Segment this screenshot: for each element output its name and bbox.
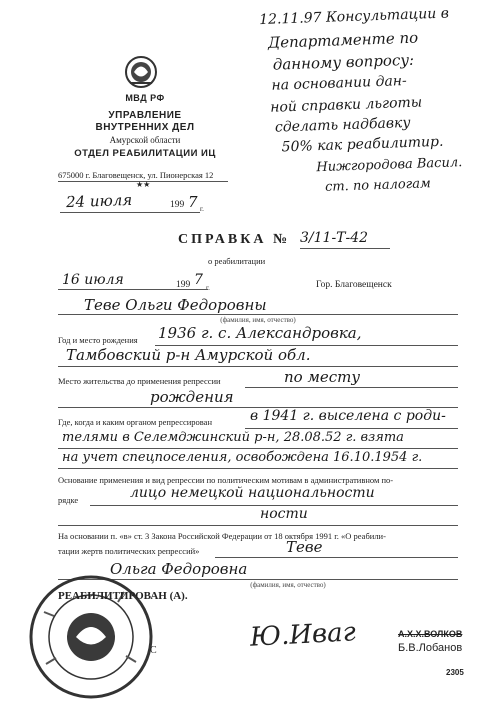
law-text-2: тации жертв политических репрессий» [58, 546, 200, 556]
page-number: 2305 [446, 668, 464, 677]
document-title [178, 232, 290, 248]
annotation-line-4: на основании дан- [271, 72, 408, 94]
city: Гор. Благовещенск [316, 280, 392, 290]
annotation-line-3: данному вопросу: [272, 50, 415, 74]
law-text-1: На основании п. «в» ст. 3 Закона Российской Федерации от 18 октября 1991 г. «О реабили- [58, 531, 386, 541]
stars: ★★ [136, 180, 151, 189]
grounds-value-2: ности [260, 506, 308, 522]
repression-value-3: на учет спецпоселения, освобождена 16.10.1954 г. [62, 450, 423, 465]
grounds-label-2: рядке [58, 495, 79, 505]
birth-value-2: Тамбовский р-н Амурской обл. [66, 346, 311, 364]
repression-value-2: телями в Селемджинский р-н, 28.08.52 г. взята [62, 430, 404, 445]
position-abbrev: С [150, 645, 157, 656]
name-caption-2: (фамилия, имя, отчество) [250, 581, 326, 589]
issue-date: 16 июля [62, 272, 124, 288]
address: 675000 г. Благовещенск, ул. Пионерская 12 [58, 170, 214, 180]
rehab-label: РЕАБИЛИТИРОВАН (А). [58, 590, 188, 602]
emblem-icon [124, 55, 158, 89]
letter-year-prefix: 199 [170, 200, 185, 210]
department: ОТДЕЛ РЕАБИЛИТАЦИИ ИЦ [74, 148, 216, 159]
issue-year-suffix: г. [206, 284, 210, 292]
signature: Ю.Иваг [249, 617, 357, 653]
document-number: 3/11-Т-42 [300, 230, 369, 246]
directorate-line2: ВНУТРЕННИХ ДЕЛ [95, 122, 195, 133]
annotation-line-6: сделать надбавку [274, 114, 411, 136]
law-name-1: Теве [286, 538, 323, 556]
repression-label: Где, когда и каким органом репрессирован [58, 417, 213, 427]
issue-year-prefix: 199 [176, 280, 191, 290]
residence-value-2: рождения [150, 388, 234, 406]
letterhead [60, 55, 230, 185]
residence-value-1: по месту [284, 368, 361, 386]
repression-value-1: в 1941 г. выселена с роди- [250, 408, 446, 424]
region: Амурской области [109, 135, 181, 145]
ministry: МВД РФ [125, 93, 165, 103]
handwritten-annotation [258, 4, 497, 195]
letter-year-suffix: г. [200, 205, 204, 213]
letter-date: 24 июля [65, 190, 133, 212]
grounds-value-1: лицо немецкой национальности [130, 485, 375, 501]
annotation-line-8: Нижгородова Васил. [316, 155, 463, 176]
letter-year-digit: 7 [188, 193, 198, 211]
birth-label: Год и место рождения [58, 335, 138, 345]
annotation-line-9: ст. по налогам [324, 176, 432, 195]
signer-typed-over: А.Х.Х.ВОЛКОВ [398, 629, 463, 639]
annotation-line-2: Департаменте по [267, 28, 419, 52]
annotation-line-5: ной справки льготы [269, 94, 423, 116]
annotation-line-1: 12.11.97 Консультации в [258, 5, 450, 29]
residence-label: Место жительства до применения репрессии [58, 376, 221, 386]
signer-printed: Б.В.Лобанов [398, 642, 463, 654]
issue-year-digit: 7 [194, 272, 203, 288]
law-name-2: Ольга Федоровна [110, 560, 248, 578]
grounds-label-1: Основание применения и вид репрессии по политическим мотивам в административном по- [58, 475, 394, 485]
annotation-line-7: 50% как реабилитир. [281, 133, 444, 156]
name-caption: (фамилия, имя, отчество) [220, 316, 296, 324]
directorate-line1: УПРАВЛЕНИЕ [108, 110, 182, 121]
title-label: СПРАВКА № [178, 232, 291, 247]
document-subtitle: о реабилитации [208, 256, 266, 266]
birth-value-1: 1936 г. с. Александровка, [158, 324, 362, 342]
person-name: Теве Ольги Федоровны [84, 296, 267, 314]
